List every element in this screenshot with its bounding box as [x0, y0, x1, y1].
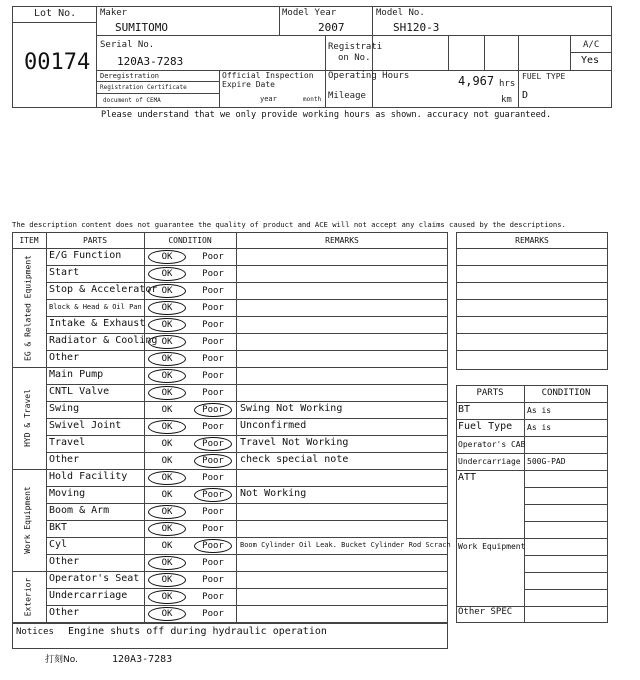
part-name: Radiator & Cooling — [49, 335, 158, 346]
right-remarks-header: REMARKS — [515, 236, 549, 245]
condition-ok-selected: OK — [148, 301, 186, 315]
spec-part: ATT — [458, 472, 477, 483]
condition-ok-selected: OK — [148, 335, 186, 349]
notices-text: Engine shuts off during hydraulic operation — [68, 626, 327, 637]
item-group-label: HYD & Travel — [23, 389, 32, 447]
model-year-label: Model Year — [282, 8, 337, 18]
condition-poor: Poor — [202, 353, 224, 364]
maker-label: Maker — [100, 8, 128, 18]
condition-ok: OK — [161, 540, 173, 551]
deregistration-label: Deregistration — [100, 72, 160, 80]
table-row — [46, 554, 448, 571]
spec-condition-header: CONDITION — [541, 388, 591, 398]
part-name: BKT — [49, 522, 68, 533]
part-name: Main Pump — [49, 369, 104, 380]
remark-text: Unconfirmed — [240, 420, 307, 431]
condition-poor-selected: Poor — [194, 454, 232, 468]
condition-poor-selected: Poor — [194, 437, 232, 451]
part-name: Undercarriage — [49, 590, 128, 601]
condition-ok: OK — [161, 455, 173, 466]
part-name: Start — [49, 267, 80, 278]
condition-poor: Poor — [202, 608, 224, 619]
part-name: Other — [49, 454, 80, 465]
fuel-type: D — [522, 90, 529, 101]
ac-value: Yes — [581, 55, 600, 66]
month-label: month — [303, 96, 322, 103]
maker: SUMITOMO — [115, 21, 168, 34]
stamp-no: 120A3-7283 — [112, 654, 173, 665]
part-name: Boom & Arm — [49, 505, 110, 516]
condition-poor-selected: Poor — [194, 403, 232, 417]
serial-no-label: Serial No. — [100, 40, 155, 50]
remark-text: Travel Not Working — [240, 437, 349, 448]
condition-poor: Poor — [202, 472, 224, 483]
part-name: E/G Function — [49, 250, 122, 261]
condition-poor: Poor — [202, 387, 224, 398]
part-name: Stop & Accelerator — [49, 284, 158, 295]
part-name: Other — [49, 556, 80, 567]
condition-poor: Poor — [202, 591, 224, 602]
notices-label: Notices — [16, 627, 54, 637]
condition-poor: Poor — [202, 336, 224, 347]
model-no-label: Model No. — [376, 8, 425, 18]
part-name: Intake & Exhaust — [49, 318, 146, 329]
col-parts: PARTS — [82, 236, 108, 245]
condition-poor: Poor — [202, 370, 224, 381]
spec-other-spec-label: Other SPEC — [458, 607, 513, 617]
ac-label: A/C — [583, 40, 600, 50]
spec-condition: As is — [527, 406, 552, 415]
condition-poor: Poor — [202, 268, 224, 279]
condition-ok-selected: OK — [148, 590, 186, 604]
part-name: Hold Facility — [49, 471, 128, 482]
working-hours-note: Please understand that we only provide working hours as shown. accuracy not guaranteed. — [101, 110, 552, 120]
condition-ok-selected: OK — [148, 522, 186, 536]
model-year: 2007 — [318, 21, 345, 34]
col-condition: CONDITION — [168, 236, 212, 245]
table-row — [46, 520, 448, 537]
serial-no: 120A3-7283 — [117, 55, 184, 68]
condition-poor: Poor — [202, 557, 224, 568]
condition-ok-selected: OK — [148, 369, 186, 383]
table-row — [46, 350, 448, 367]
part-name: Swivel Joint — [49, 420, 122, 431]
remark-text: check special note — [240, 454, 349, 465]
col-remarks: REMARKS — [325, 236, 359, 245]
condition-poor: Poor — [202, 319, 224, 330]
item-group-label: Work Equipment — [23, 486, 32, 554]
remark-text: Boom Cylinder Oil Leak. Bucket Cylinder Rod Scrach — [240, 541, 451, 549]
lot-no-label: Lot No. — [34, 8, 77, 19]
condition-poor: Poor — [202, 523, 224, 534]
condition-ok-selected: OK — [148, 471, 186, 485]
spec-part: Fuel Type — [458, 421, 513, 432]
part-name: Travel — [49, 437, 86, 448]
part-name: Swing — [49, 403, 80, 414]
spec-work-equipment-label: Work Equipment — [458, 542, 526, 551]
registration-no-label: Registrati — [328, 42, 383, 52]
km-unit: km — [501, 95, 512, 105]
disclaimer-note: The description content does not guarantee the quality of product and ACE will not accept any claims caused by the descriptions. — [12, 220, 566, 229]
condition-poor: Poor — [202, 506, 224, 517]
condition-ok-selected: OK — [148, 318, 186, 332]
operating-hours: 4,967 — [458, 74, 495, 88]
part-name: Moving — [49, 488, 86, 499]
remark-text: Not Working — [240, 488, 307, 499]
document-cema-label: document of CEMA — [103, 97, 161, 104]
condition-ok: OK — [161, 438, 173, 449]
condition-ok-selected: OK — [148, 607, 186, 621]
inspection-label: Official Inspection — [222, 71, 314, 80]
part-name: CNTL Valve — [49, 386, 110, 397]
mileage-label: Mileage — [328, 91, 366, 101]
part-name: Block & Head & Oil Pan — [49, 303, 142, 311]
condition-ok: OK — [161, 489, 173, 500]
condition-ok-selected: OK — [148, 386, 186, 400]
model-no: SH120-3 — [393, 21, 440, 34]
condition-ok-selected: OK — [148, 505, 186, 519]
condition-ok: OK — [161, 404, 173, 415]
table-row — [46, 265, 448, 282]
inspection-label-2: Expire Date — [222, 80, 275, 89]
condition-ok-selected: OK — [148, 250, 186, 264]
condition-ok-selected: OK — [148, 267, 186, 281]
year-label: year — [260, 95, 277, 103]
hrs-unit: hrs — [499, 79, 516, 89]
spec-part: Operator's CAB — [458, 440, 526, 449]
part-name: Cyl — [49, 539, 68, 550]
condition-poor: Poor — [202, 574, 224, 585]
part-name: Other — [49, 352, 80, 363]
condition-poor: Poor — [202, 285, 224, 296]
part-name: Operator's Seat — [49, 573, 140, 584]
condition-poor: Poor — [202, 251, 224, 262]
part-name: Other — [49, 607, 80, 618]
condition-poor-selected: Poor — [194, 539, 232, 553]
condition-poor-selected: Poor — [194, 488, 232, 502]
condition-ok-selected: OK — [148, 284, 186, 298]
remark-text: Swing Not Working — [240, 403, 343, 414]
registration-no-label-2: on No. — [338, 53, 371, 63]
spec-part: BT — [458, 404, 471, 415]
lot-no: 00174 — [24, 50, 91, 75]
operating-hours-label: Operating Hours — [328, 71, 410, 81]
col-item: ITEM — [19, 236, 39, 245]
table-row — [46, 605, 448, 622]
spec-part: Undercarriage — [458, 457, 521, 466]
stamp-label: 打刻No. — [45, 655, 78, 665]
spec-condition: As is — [527, 423, 552, 432]
condition-poor: Poor — [202, 421, 224, 432]
fuel-type-label: FUEL TYPE — [522, 72, 566, 81]
spec-condition: 500G-PAD — [527, 457, 566, 466]
table-row — [46, 367, 448, 384]
condition-poor: Poor — [202, 302, 224, 313]
spec-parts-header: PARTS — [476, 388, 504, 398]
registration-certificate-label: Registration Certificate — [100, 84, 187, 91]
item-group-label: EG & Related Equipment — [23, 254, 32, 361]
condition-ok-selected: OK — [148, 556, 186, 570]
condition-ok-selected: OK — [148, 573, 186, 587]
item-group-label: Exterior — [23, 577, 32, 616]
condition-ok-selected: OK — [148, 420, 186, 434]
condition-ok-selected: OK — [148, 352, 186, 366]
